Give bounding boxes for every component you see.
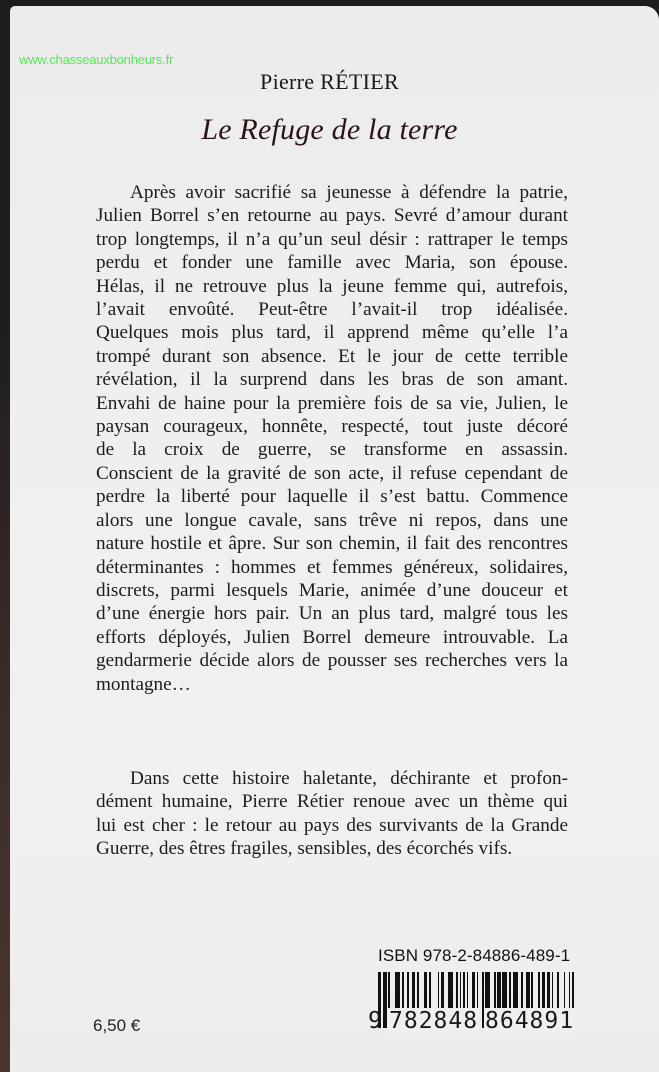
blurb-line: déterminantes : hommes et femmes généreux, solidaires,	[96, 556, 568, 578]
blurb-line: alors une longue cavale, sans trêve ni repos, dans une	[96, 509, 568, 531]
blurb-line: perdu et fonder une famille avec Maria, son épouse.	[96, 252, 568, 274]
blurb-line: Julien Borrel s’en retourne au pays. Sevré d’amour durant	[96, 205, 568, 227]
blurb-line: trompé durant son absence. Et le jour de cette terrible	[96, 345, 568, 367]
blurb-line: Après avoir sacrifié sa jeunesse à défendre la patrie,	[130, 182, 568, 203]
blurb-paragraph-1	[96, 181, 568, 696]
isbn-label: ISBN 978-2-84886-489-1	[378, 946, 571, 965]
blurb-line: de la croix de guerre, se transforme en assassin.	[96, 439, 568, 461]
book-title: Le Refuge de la terre	[201, 113, 458, 146]
blurb-line: paysan courageux, honnête, respecté, tout juste décoré	[96, 416, 568, 438]
blurb-line: Envahi de haine pour la première fois de sa vie, Julien, le	[96, 392, 568, 414]
blurb-line: dément humaine, Pierre Rétier renoue avec un thème qui	[96, 791, 568, 813]
blurb-line: discrets, parmi lesquels Marie, animée d’une douceur et	[96, 579, 568, 601]
blurb-line: révélation, il la surprend dans les bras de son amant.	[96, 369, 568, 391]
blurb-line: gendarmerie décide alors de pousser ses recherches vers la	[96, 650, 568, 672]
price-label: 6,50 €	[93, 1016, 141, 1035]
blurb-line: trop longtemps, il n’a qu’un seul désir : rattraper le temps	[96, 228, 568, 250]
blurb-line: d’une énergie hors pair. Un an plus tard, malgré tous les	[96, 603, 568, 625]
barcode-digit-first: 9	[368, 1008, 383, 1034]
blurb-line: Quelques mois plus tard, il apprend même qu’elle l’a	[96, 322, 568, 344]
blurb-paragraph-2	[96, 767, 568, 861]
blurb-line: Conscient de la gravité de son acte, il refuse cependant de	[96, 462, 568, 484]
blurb-line: montagne…	[96, 673, 191, 695]
blurb-line: efforts déployés, Julien Borrel demeure introuvable. La	[96, 626, 568, 648]
watermark-url: www.chasseauxbonheurs.fr	[19, 52, 174, 67]
blurb-line: lui est cher : le retour au pays des survivants de la Grande	[96, 814, 568, 836]
blurb-line: perdre la liberté pour laquelle il s’est battu. Commence	[96, 486, 568, 508]
book-spine-edge	[0, 300, 10, 1072]
blurb-line: l’avait envoûté. Peut-être l’avait-il trop idéalisée.	[96, 299, 568, 321]
blurb-line: nature hostile et âpre. Sur son chemin, il fait des rencontres	[96, 533, 568, 555]
blurb-line: Guerre, des êtres fragiles, sensibles, des écorchés vifs.	[96, 838, 513, 860]
barcode-digits-left: 782848	[389, 1008, 479, 1034]
author-name: Pierre RÉTIER	[260, 69, 399, 94]
blurb-line: Dans cette histoire haletante, déchirante et profon-	[130, 768, 568, 789]
blurb-line: Hélas, il ne retrouve plus la jeune femme qui, autrefois,	[96, 275, 568, 297]
barcode-digits-right: 864891	[485, 1008, 575, 1034]
